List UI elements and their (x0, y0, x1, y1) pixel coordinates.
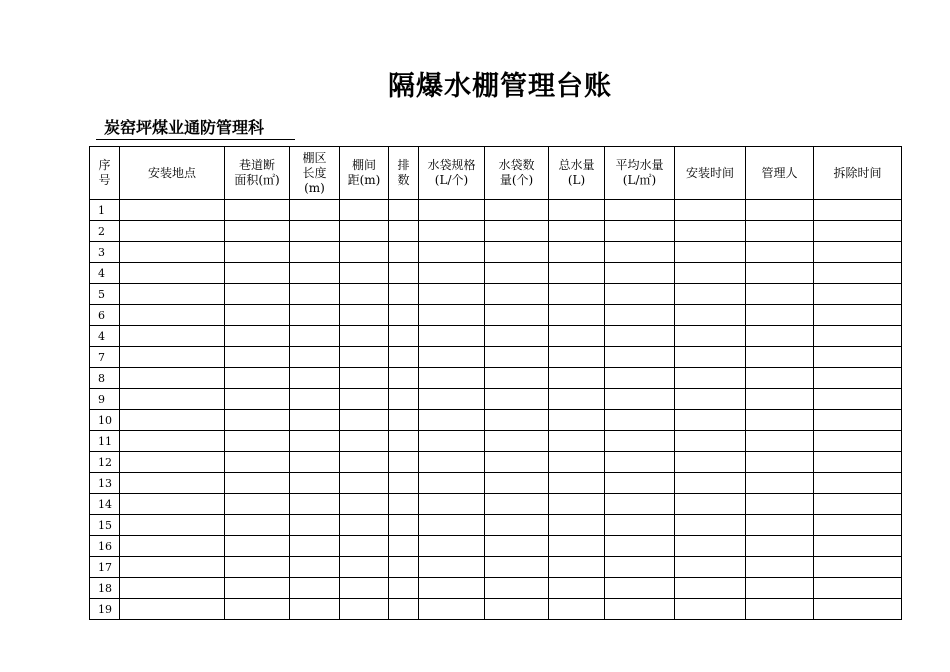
table-cell (389, 599, 419, 620)
table-cell (389, 557, 419, 578)
table-cell (814, 452, 902, 473)
table-cell (120, 599, 225, 620)
table-cell (120, 242, 225, 263)
table-cell (549, 410, 605, 431)
table-cell (485, 242, 549, 263)
table-cell (120, 200, 225, 221)
row-number: 4 (90, 263, 120, 284)
table-cell (605, 557, 675, 578)
table-row (90, 452, 902, 473)
table-cell (340, 452, 389, 473)
row-number: 18 (90, 578, 120, 599)
table-cell (485, 263, 549, 284)
row-number: 3 (90, 242, 120, 263)
column-header: 水袋规格 (L/个) (419, 147, 485, 200)
table-cell (120, 494, 225, 515)
table-cell (549, 578, 605, 599)
table-row (90, 410, 902, 431)
table-cell (340, 242, 389, 263)
ledger-table (89, 146, 902, 620)
table-cell (120, 221, 225, 242)
table-cell (419, 242, 485, 263)
table-row (90, 347, 902, 368)
table-cell (120, 431, 225, 452)
table-cell (290, 242, 340, 263)
table-cell (290, 326, 340, 347)
table-cell (746, 326, 814, 347)
table-cell (340, 221, 389, 242)
table-cell (120, 578, 225, 599)
table-cell (120, 284, 225, 305)
table-cell (814, 200, 902, 221)
table-cell (814, 305, 902, 326)
table-cell (340, 389, 389, 410)
table-cell (419, 221, 485, 242)
column-header: 序 号 (90, 147, 120, 200)
table-cell (290, 389, 340, 410)
table-cell (485, 389, 549, 410)
table-cell (549, 536, 605, 557)
table-cell (485, 599, 549, 620)
table-cell (549, 452, 605, 473)
table-cell (225, 494, 290, 515)
row-number: 17 (90, 557, 120, 578)
table-cell (120, 347, 225, 368)
table-cell (340, 578, 389, 599)
column-header: 管理人 (746, 147, 814, 200)
table-cell (746, 368, 814, 389)
table-cell (225, 410, 290, 431)
table-cell (605, 536, 675, 557)
table-cell (549, 473, 605, 494)
table-cell (814, 410, 902, 431)
table-cell (746, 452, 814, 473)
table-cell (389, 347, 419, 368)
column-header: 棚区 长度 (m) (290, 147, 340, 200)
row-number: 11 (90, 431, 120, 452)
table-cell (120, 326, 225, 347)
table-cell (675, 599, 746, 620)
table-cell (389, 452, 419, 473)
table-cell (290, 452, 340, 473)
table-cell (675, 263, 746, 284)
table-cell (675, 242, 746, 263)
table-cell (605, 410, 675, 431)
table-cell (290, 221, 340, 242)
row-number: 5 (90, 284, 120, 305)
row-number: 12 (90, 452, 120, 473)
table-cell (605, 494, 675, 515)
table-cell (746, 389, 814, 410)
table-cell (290, 368, 340, 389)
table-cell (290, 305, 340, 326)
row-number: 2 (90, 221, 120, 242)
table-cell (340, 515, 389, 536)
table-cell (419, 200, 485, 221)
table-cell (485, 473, 549, 494)
table-cell (675, 578, 746, 599)
table-row (90, 431, 902, 452)
table-cell (290, 263, 340, 284)
table-cell (290, 200, 340, 221)
table-cell (814, 494, 902, 515)
table-cell (746, 242, 814, 263)
table-cell (746, 578, 814, 599)
table-cell (340, 263, 389, 284)
column-header: 安装地点 (120, 147, 225, 200)
table-cell (485, 515, 549, 536)
table-cell (419, 536, 485, 557)
table-cell (419, 578, 485, 599)
table-cell (225, 389, 290, 410)
table-cell (290, 347, 340, 368)
table-cell (419, 347, 485, 368)
table-cell (605, 263, 675, 284)
table-cell (389, 536, 419, 557)
table-cell (225, 242, 290, 263)
table-cell (814, 347, 902, 368)
table-cell (814, 599, 902, 620)
table-cell (290, 431, 340, 452)
table-cell (675, 515, 746, 536)
table-cell (419, 473, 485, 494)
table-cell (605, 515, 675, 536)
table-cell (389, 305, 419, 326)
table-cell (120, 452, 225, 473)
table-cell (675, 452, 746, 473)
table-cell (225, 263, 290, 284)
table-cell (485, 368, 549, 389)
table-cell (549, 494, 605, 515)
table-cell (675, 347, 746, 368)
table-cell (389, 410, 419, 431)
table-cell (605, 221, 675, 242)
table-cell (605, 368, 675, 389)
table-cell (225, 578, 290, 599)
table-cell (419, 515, 485, 536)
table-cell (746, 347, 814, 368)
table-cell (814, 263, 902, 284)
table-cell (746, 599, 814, 620)
table-cell (419, 326, 485, 347)
table-cell (814, 368, 902, 389)
table-cell (485, 284, 549, 305)
table-cell (549, 389, 605, 410)
table-cell (419, 431, 485, 452)
table-cell (340, 284, 389, 305)
table-cell (746, 473, 814, 494)
table-cell (340, 326, 389, 347)
table-cell (225, 305, 290, 326)
row-number: 7 (90, 347, 120, 368)
table-cell (675, 389, 746, 410)
table-row (90, 368, 902, 389)
table-cell (746, 515, 814, 536)
table-cell (675, 305, 746, 326)
table-cell (419, 452, 485, 473)
table-cell (675, 473, 746, 494)
table-cell (225, 452, 290, 473)
table-cell (814, 578, 902, 599)
table-row (90, 305, 902, 326)
table-cell (389, 263, 419, 284)
table-cell (485, 326, 549, 347)
table-cell (389, 326, 419, 347)
table-cell (814, 557, 902, 578)
table-cell (340, 473, 389, 494)
table-cell (225, 515, 290, 536)
table-cell (814, 515, 902, 536)
table-cell (120, 263, 225, 284)
table-cell (549, 515, 605, 536)
table-cell (225, 557, 290, 578)
table-cell (605, 347, 675, 368)
table-cell (290, 473, 340, 494)
table-cell (389, 200, 419, 221)
table-cell (120, 557, 225, 578)
table-cell (746, 410, 814, 431)
column-header: 总水量 (L) (549, 147, 605, 200)
table-cell (389, 221, 419, 242)
table-cell (340, 347, 389, 368)
table-row (90, 578, 902, 599)
table-cell (389, 284, 419, 305)
table-cell (419, 599, 485, 620)
ledger-body (90, 200, 902, 620)
table-row (90, 326, 902, 347)
table-cell (120, 410, 225, 431)
table-cell (675, 431, 746, 452)
table-cell (549, 368, 605, 389)
table-cell (290, 536, 340, 557)
table-cell (605, 389, 675, 410)
table-cell (340, 536, 389, 557)
table-cell (225, 431, 290, 452)
table-cell (340, 368, 389, 389)
table-cell (389, 431, 419, 452)
table-cell (549, 557, 605, 578)
table-cell (605, 599, 675, 620)
table-cell (549, 242, 605, 263)
table-cell (675, 536, 746, 557)
table-cell (675, 494, 746, 515)
column-header: 水袋数 量(个) (485, 147, 549, 200)
table-cell (549, 347, 605, 368)
table-cell (746, 263, 814, 284)
table-cell (549, 263, 605, 284)
table-cell (549, 599, 605, 620)
table-cell (120, 389, 225, 410)
table-cell (419, 389, 485, 410)
table-cell (485, 578, 549, 599)
table-cell (225, 473, 290, 494)
table-cell (120, 515, 225, 536)
table-cell (225, 326, 290, 347)
row-number: 15 (90, 515, 120, 536)
table-cell (290, 410, 340, 431)
table-row (90, 242, 902, 263)
table-cell (605, 326, 675, 347)
table-cell (746, 557, 814, 578)
table-cell (814, 473, 902, 494)
table-cell (419, 494, 485, 515)
row-number: 8 (90, 368, 120, 389)
table-cell (675, 326, 746, 347)
table-cell (389, 578, 419, 599)
row-number: 4 (90, 326, 120, 347)
table-cell (675, 284, 746, 305)
table-cell (225, 368, 290, 389)
table-row (90, 263, 902, 284)
table-cell (120, 305, 225, 326)
table-row (90, 221, 902, 242)
table-cell (120, 536, 225, 557)
table-cell (389, 242, 419, 263)
table-cell (225, 347, 290, 368)
table-row (90, 599, 902, 620)
table-cell (549, 200, 605, 221)
table-cell (290, 578, 340, 599)
table-cell (746, 431, 814, 452)
table-cell (419, 305, 485, 326)
table-cell (389, 368, 419, 389)
table-cell (605, 200, 675, 221)
table-row (90, 494, 902, 515)
table-cell (814, 431, 902, 452)
table-row (90, 200, 902, 221)
table-row (90, 473, 902, 494)
table-cell (549, 305, 605, 326)
table-cell (340, 599, 389, 620)
column-header: 棚间 距(m) (340, 147, 389, 200)
table-cell (120, 368, 225, 389)
table-cell (340, 494, 389, 515)
table-cell (225, 599, 290, 620)
table-cell (225, 221, 290, 242)
column-header: 平均水量 (L/㎡) (605, 147, 675, 200)
table-cell (746, 221, 814, 242)
table-cell (746, 305, 814, 326)
table-row (90, 284, 902, 305)
table-cell (225, 536, 290, 557)
table-cell (549, 221, 605, 242)
table-cell (675, 221, 746, 242)
table-cell (746, 494, 814, 515)
row-number: 14 (90, 494, 120, 515)
table-cell (485, 494, 549, 515)
table-cell (605, 431, 675, 452)
column-header: 拆除时间 (814, 147, 902, 200)
table-cell (485, 557, 549, 578)
table-cell (340, 305, 389, 326)
table-cell (225, 284, 290, 305)
table-cell (290, 557, 340, 578)
table-cell (485, 452, 549, 473)
table-cell (389, 389, 419, 410)
table-cell (675, 557, 746, 578)
table-cell (485, 410, 549, 431)
table-cell (814, 389, 902, 410)
row-number: 10 (90, 410, 120, 431)
table-cell (290, 599, 340, 620)
column-header: 安装时间 (675, 147, 746, 200)
table-cell (549, 284, 605, 305)
table-cell (605, 305, 675, 326)
table-cell (675, 368, 746, 389)
table-cell (340, 410, 389, 431)
table-cell (290, 515, 340, 536)
table-cell (814, 221, 902, 242)
table-cell (605, 242, 675, 263)
table-cell (419, 557, 485, 578)
table-cell (419, 284, 485, 305)
table-cell (419, 368, 485, 389)
table-cell (485, 200, 549, 221)
table-cell (675, 200, 746, 221)
column-header: 排 数 (389, 147, 419, 200)
row-number: 6 (90, 305, 120, 326)
table-cell (675, 410, 746, 431)
table-cell (814, 242, 902, 263)
table-cell (485, 431, 549, 452)
table-cell (549, 431, 605, 452)
column-header: 巷道断 面积(㎡) (225, 147, 290, 200)
table-cell (120, 473, 225, 494)
table-cell (290, 284, 340, 305)
table-row (90, 389, 902, 410)
table-cell (485, 536, 549, 557)
table-cell (389, 473, 419, 494)
table-cell (485, 347, 549, 368)
table-cell (389, 515, 419, 536)
table-row (90, 557, 902, 578)
table-cell (605, 284, 675, 305)
table-cell (605, 452, 675, 473)
table-cell (389, 494, 419, 515)
table-cell (290, 494, 340, 515)
table-cell (814, 536, 902, 557)
table-row (90, 515, 902, 536)
table-cell (340, 431, 389, 452)
table-cell (746, 200, 814, 221)
table-row (90, 536, 902, 557)
table-cell (814, 284, 902, 305)
table-cell (340, 200, 389, 221)
table-cell (485, 305, 549, 326)
row-number: 16 (90, 536, 120, 557)
row-number: 19 (90, 599, 120, 620)
row-number: 13 (90, 473, 120, 494)
table-cell (419, 410, 485, 431)
table-cell (605, 473, 675, 494)
table-cell (746, 284, 814, 305)
table-cell (605, 578, 675, 599)
table-cell (549, 326, 605, 347)
page-title: 隔爆水棚管理台账 (388, 71, 612, 102)
table-cell (485, 221, 549, 242)
table-cell (419, 263, 485, 284)
department-label: 炭窑坪煤业通防管理科 (96, 116, 295, 140)
row-number: 9 (90, 389, 120, 410)
row-number: 1 (90, 200, 120, 221)
table-cell (340, 557, 389, 578)
table-cell (814, 326, 902, 347)
table-cell (225, 200, 290, 221)
header-row (90, 147, 902, 200)
table-cell (746, 536, 814, 557)
